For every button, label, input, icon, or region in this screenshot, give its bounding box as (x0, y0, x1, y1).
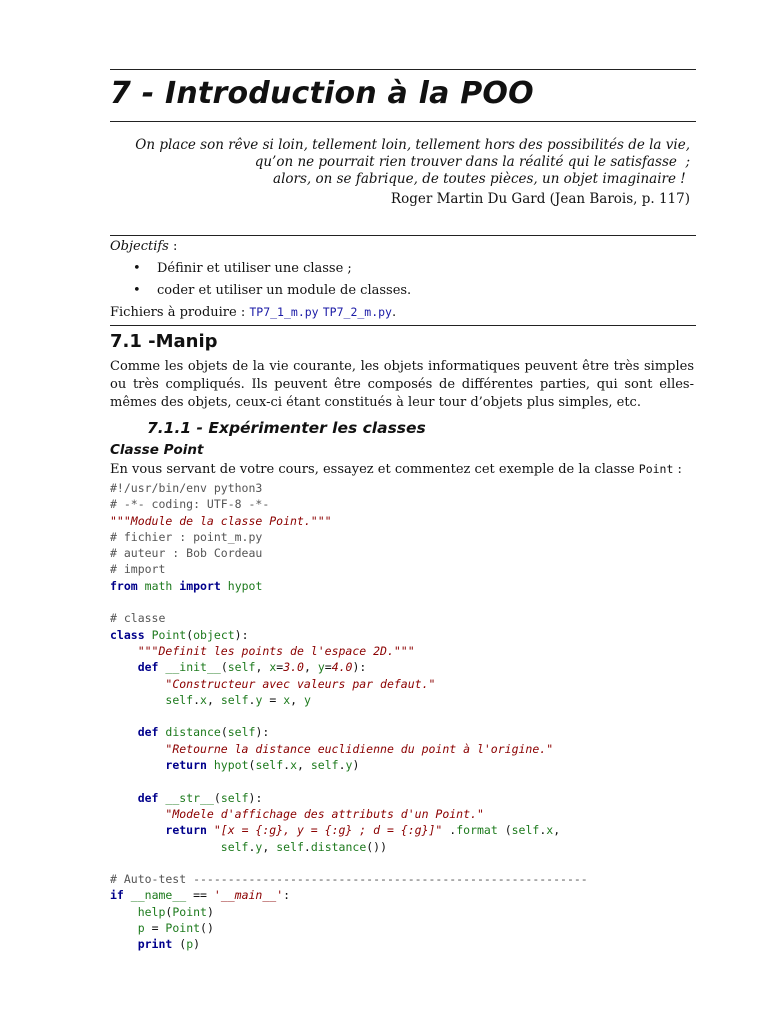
code-token: self (227, 725, 256, 740)
code-token: """Module de la classe Point.""" (110, 513, 332, 528)
code-token: self (255, 758, 284, 773)
code-token (221, 579, 228, 593)
code-token (110, 677, 165, 691)
code-token (110, 758, 165, 772)
code-token (138, 579, 145, 593)
section-title: 7.1 -Manip (110, 331, 218, 352)
file-link[interactable]: TP7_2_m.py (322, 305, 392, 319)
code-token: = (324, 660, 332, 675)
code-token: self (276, 839, 304, 854)
code-line (110, 822, 588, 838)
code-token: . (442, 823, 457, 838)
code-token: p (137, 921, 145, 936)
code-token (110, 905, 138, 919)
objective-text: Définir et utiliser une classe ; (157, 261, 352, 276)
code-token: # import (110, 562, 166, 577)
code-token: ( (220, 725, 228, 740)
epigraph-line: qu’on ne pourrait rien trouver dans la réalité qui le satisfasse ; (254, 154, 690, 170)
code-token: p (186, 937, 194, 952)
code-line (110, 594, 588, 610)
code-line (110, 871, 588, 887)
code-line (110, 480, 588, 496)
code-token: # Auto-test --------------------------------------------------------- (110, 872, 588, 887)
code-token: . (193, 692, 201, 707)
code-line (110, 839, 588, 855)
code-token (110, 660, 138, 674)
code-token: ( (165, 904, 173, 919)
code-token: . (283, 758, 291, 773)
code-token: distance (310, 839, 367, 854)
code-token: ) (193, 937, 201, 952)
code-line (110, 741, 588, 757)
code-token: "[x = {:g}, y = {:g} ; d = {:g}]" (213, 823, 443, 838)
files-to-produce (110, 304, 696, 321)
code-token (110, 840, 221, 854)
code-token: "Constructeur avec valeurs par defaut." (165, 676, 436, 691)
code-token (110, 742, 165, 756)
code-token: # auteur : Bob Cordeau (110, 546, 263, 561)
code-token: , (262, 839, 277, 854)
code-token: ): (248, 790, 263, 805)
bullet-icon: • (133, 261, 141, 276)
code-token (145, 628, 152, 642)
code-line (110, 676, 588, 692)
code-token: ): (255, 725, 270, 740)
code-token (207, 758, 214, 772)
code-line (110, 920, 588, 936)
code-token (110, 725, 138, 739)
code-intro (110, 460, 682, 479)
code-line (110, 643, 588, 659)
objectives-label-suffix: : (168, 239, 178, 254)
code-token (110, 823, 165, 837)
code-token: x (269, 660, 277, 675)
code-token: print (137, 937, 173, 952)
intro-code: Point (638, 462, 674, 476)
code-line (110, 757, 588, 773)
code-token: # classe (110, 611, 166, 626)
code-token: () (200, 921, 214, 936)
epigraph-attribution: Roger Martin Du Gard (Jean Barois, p. 117) (390, 191, 690, 207)
code-token: object (193, 627, 235, 642)
code-token: def (137, 790, 159, 805)
subsection-title: 7.1.1 - Expérimenter les classes (147, 419, 426, 437)
code-token: ): (352, 660, 367, 675)
code-token: y (255, 692, 263, 707)
code-line (110, 790, 588, 806)
code-line (110, 627, 588, 643)
code-line (110, 496, 588, 512)
objectives-box (110, 239, 696, 321)
title-rule (110, 121, 696, 122)
intro-text: En vous servant de votre cours, essayez et commentez cet exemple de la classe (110, 462, 639, 477)
code-token: ( (213, 790, 221, 805)
code-line (110, 561, 588, 577)
code-line (110, 773, 588, 789)
code-token (110, 921, 138, 935)
code-token: ( (497, 823, 512, 838)
code-token: self (227, 660, 256, 675)
top-rule (110, 69, 696, 70)
chapter-title: 7 - Introduction à la POO (110, 76, 534, 111)
code-line (110, 578, 588, 594)
code-token: ( (248, 758, 256, 773)
code-line (110, 887, 588, 903)
code-token: = (144, 921, 166, 936)
code-token: = (262, 692, 284, 707)
code-line (110, 904, 588, 920)
code-line (110, 708, 588, 724)
code-token: self (165, 692, 194, 707)
code-token: "Modele d'affichage des attributs d'un Point." (165, 806, 484, 821)
objectives-list (110, 261, 696, 299)
code-token: ()) (366, 839, 388, 854)
code-token (124, 888, 131, 902)
code-token: , (290, 692, 304, 707)
code-token: import (179, 578, 221, 593)
code-token: . (248, 839, 256, 854)
code-token: return (165, 758, 207, 773)
code-token: , (303, 660, 318, 675)
code-token: ) (206, 904, 214, 919)
code-token: ( (220, 660, 228, 675)
code-line (110, 806, 588, 822)
epigraph-line: On place son rêve si loin, tellement loin, tellement hors des possibilités de la vie, (135, 137, 690, 153)
code-token: "Retourne la distance euclidienne du point à l'origine." (165, 741, 554, 756)
code-token: , (255, 660, 270, 675)
code-token: y (345, 758, 353, 773)
code-token: def (137, 725, 159, 740)
code-line (110, 724, 588, 740)
code-token: '__main__' (213, 888, 284, 903)
objective-text: coder et utiliser un module de classes. (157, 283, 412, 298)
code-token: from (110, 578, 138, 593)
code-token: Point (172, 904, 207, 919)
code-token: . (338, 758, 346, 773)
code-token: y (303, 692, 311, 707)
code-token (110, 693, 165, 707)
code-token: __str__ (165, 790, 214, 805)
code-token: ( (172, 937, 187, 952)
code-token: class (110, 627, 145, 642)
code-token: , (206, 692, 221, 707)
code-token: self (220, 839, 249, 854)
code-line (110, 659, 588, 675)
subsubsection-title: Classe Point (110, 442, 204, 458)
code-token: = (276, 660, 284, 675)
code-token: . (248, 692, 256, 707)
code-token: x (546, 823, 554, 838)
code-token: x (290, 758, 298, 773)
code-token: y (255, 839, 263, 854)
file-link[interactable]: TP7_1_m.py (249, 305, 319, 319)
code-token: __init__ (165, 660, 221, 675)
intro-suffix: : (673, 462, 682, 477)
code-line (110, 529, 588, 545)
code-token: 4.0 (331, 660, 353, 675)
code-line (110, 936, 588, 952)
code-token: self (511, 823, 540, 838)
code-token: . (539, 823, 547, 838)
code-line (110, 513, 588, 529)
section-paragraph: Comme les objets de la vie courante, les objets informatiques peuvent être très simples ou très compliqués. Ils peuvent être composés de différentes parties, qui sont elles-mêmes des objets, ceux-ci étant constitués à leur tour d’objets plus simples, etc. (110, 359, 694, 410)
code-token: hypot (227, 578, 263, 593)
code-token: # -*- coding: UTF-8 -*- (110, 497, 270, 512)
code-token: # fichier : point_m.py (110, 529, 263, 544)
code-token: """Definit les points de l'espace 2D.""" (137, 643, 415, 658)
code-token: return (165, 823, 207, 838)
code-token: hypot (213, 758, 249, 773)
objectives-heading (110, 239, 696, 255)
code-token (110, 937, 138, 951)
code-token: ) (352, 758, 360, 773)
code-token: ): (234, 627, 249, 642)
files-suffix: . (392, 305, 397, 320)
code-token: 3.0 (283, 660, 304, 675)
code-token: x (200, 692, 207, 707)
code-line (110, 610, 588, 626)
code-token: : (283, 888, 291, 903)
code-token: , (297, 758, 311, 773)
code-token: help (137, 904, 166, 919)
files-label: Fichiers à produire : (110, 305, 250, 320)
code-token (110, 644, 138, 658)
code-token: self (220, 790, 249, 805)
code-token: format (456, 823, 498, 838)
code-token: ( (186, 627, 194, 642)
code-token: Point (165, 921, 201, 936)
code-token: self (310, 758, 339, 773)
code-token (110, 791, 138, 805)
code-listing (110, 480, 588, 953)
code-token: __name__ (130, 888, 187, 903)
bullet-icon: • (133, 283, 141, 298)
code-token: if (110, 888, 124, 903)
code-token: y (317, 660, 325, 675)
objective-item (110, 283, 696, 299)
code-token: self (220, 692, 249, 707)
code-token (110, 807, 165, 821)
code-token: math (144, 578, 173, 593)
objectives-bottom-rule (110, 325, 696, 326)
epigraph-line: alors, on se fabrique, de toutes pièces, un objet imaginaire ! (273, 171, 690, 187)
code-line (110, 692, 588, 708)
code-token: def (137, 660, 159, 675)
code-line (110, 545, 588, 561)
code-token: x (283, 692, 291, 707)
epigraph (110, 137, 690, 208)
code-token (207, 823, 214, 837)
code-token: , (553, 823, 561, 838)
code-token: distance (165, 725, 221, 740)
objectives-label: Objectifs (110, 239, 169, 254)
code-token: . (303, 839, 311, 854)
code-token: == (186, 888, 214, 903)
objectives-top-rule (110, 235, 696, 236)
code-token: Point (151, 627, 187, 642)
code-token: #!/usr/bin/env python3 (110, 481, 263, 495)
code-line (110, 855, 588, 871)
objective-item (110, 261, 696, 277)
